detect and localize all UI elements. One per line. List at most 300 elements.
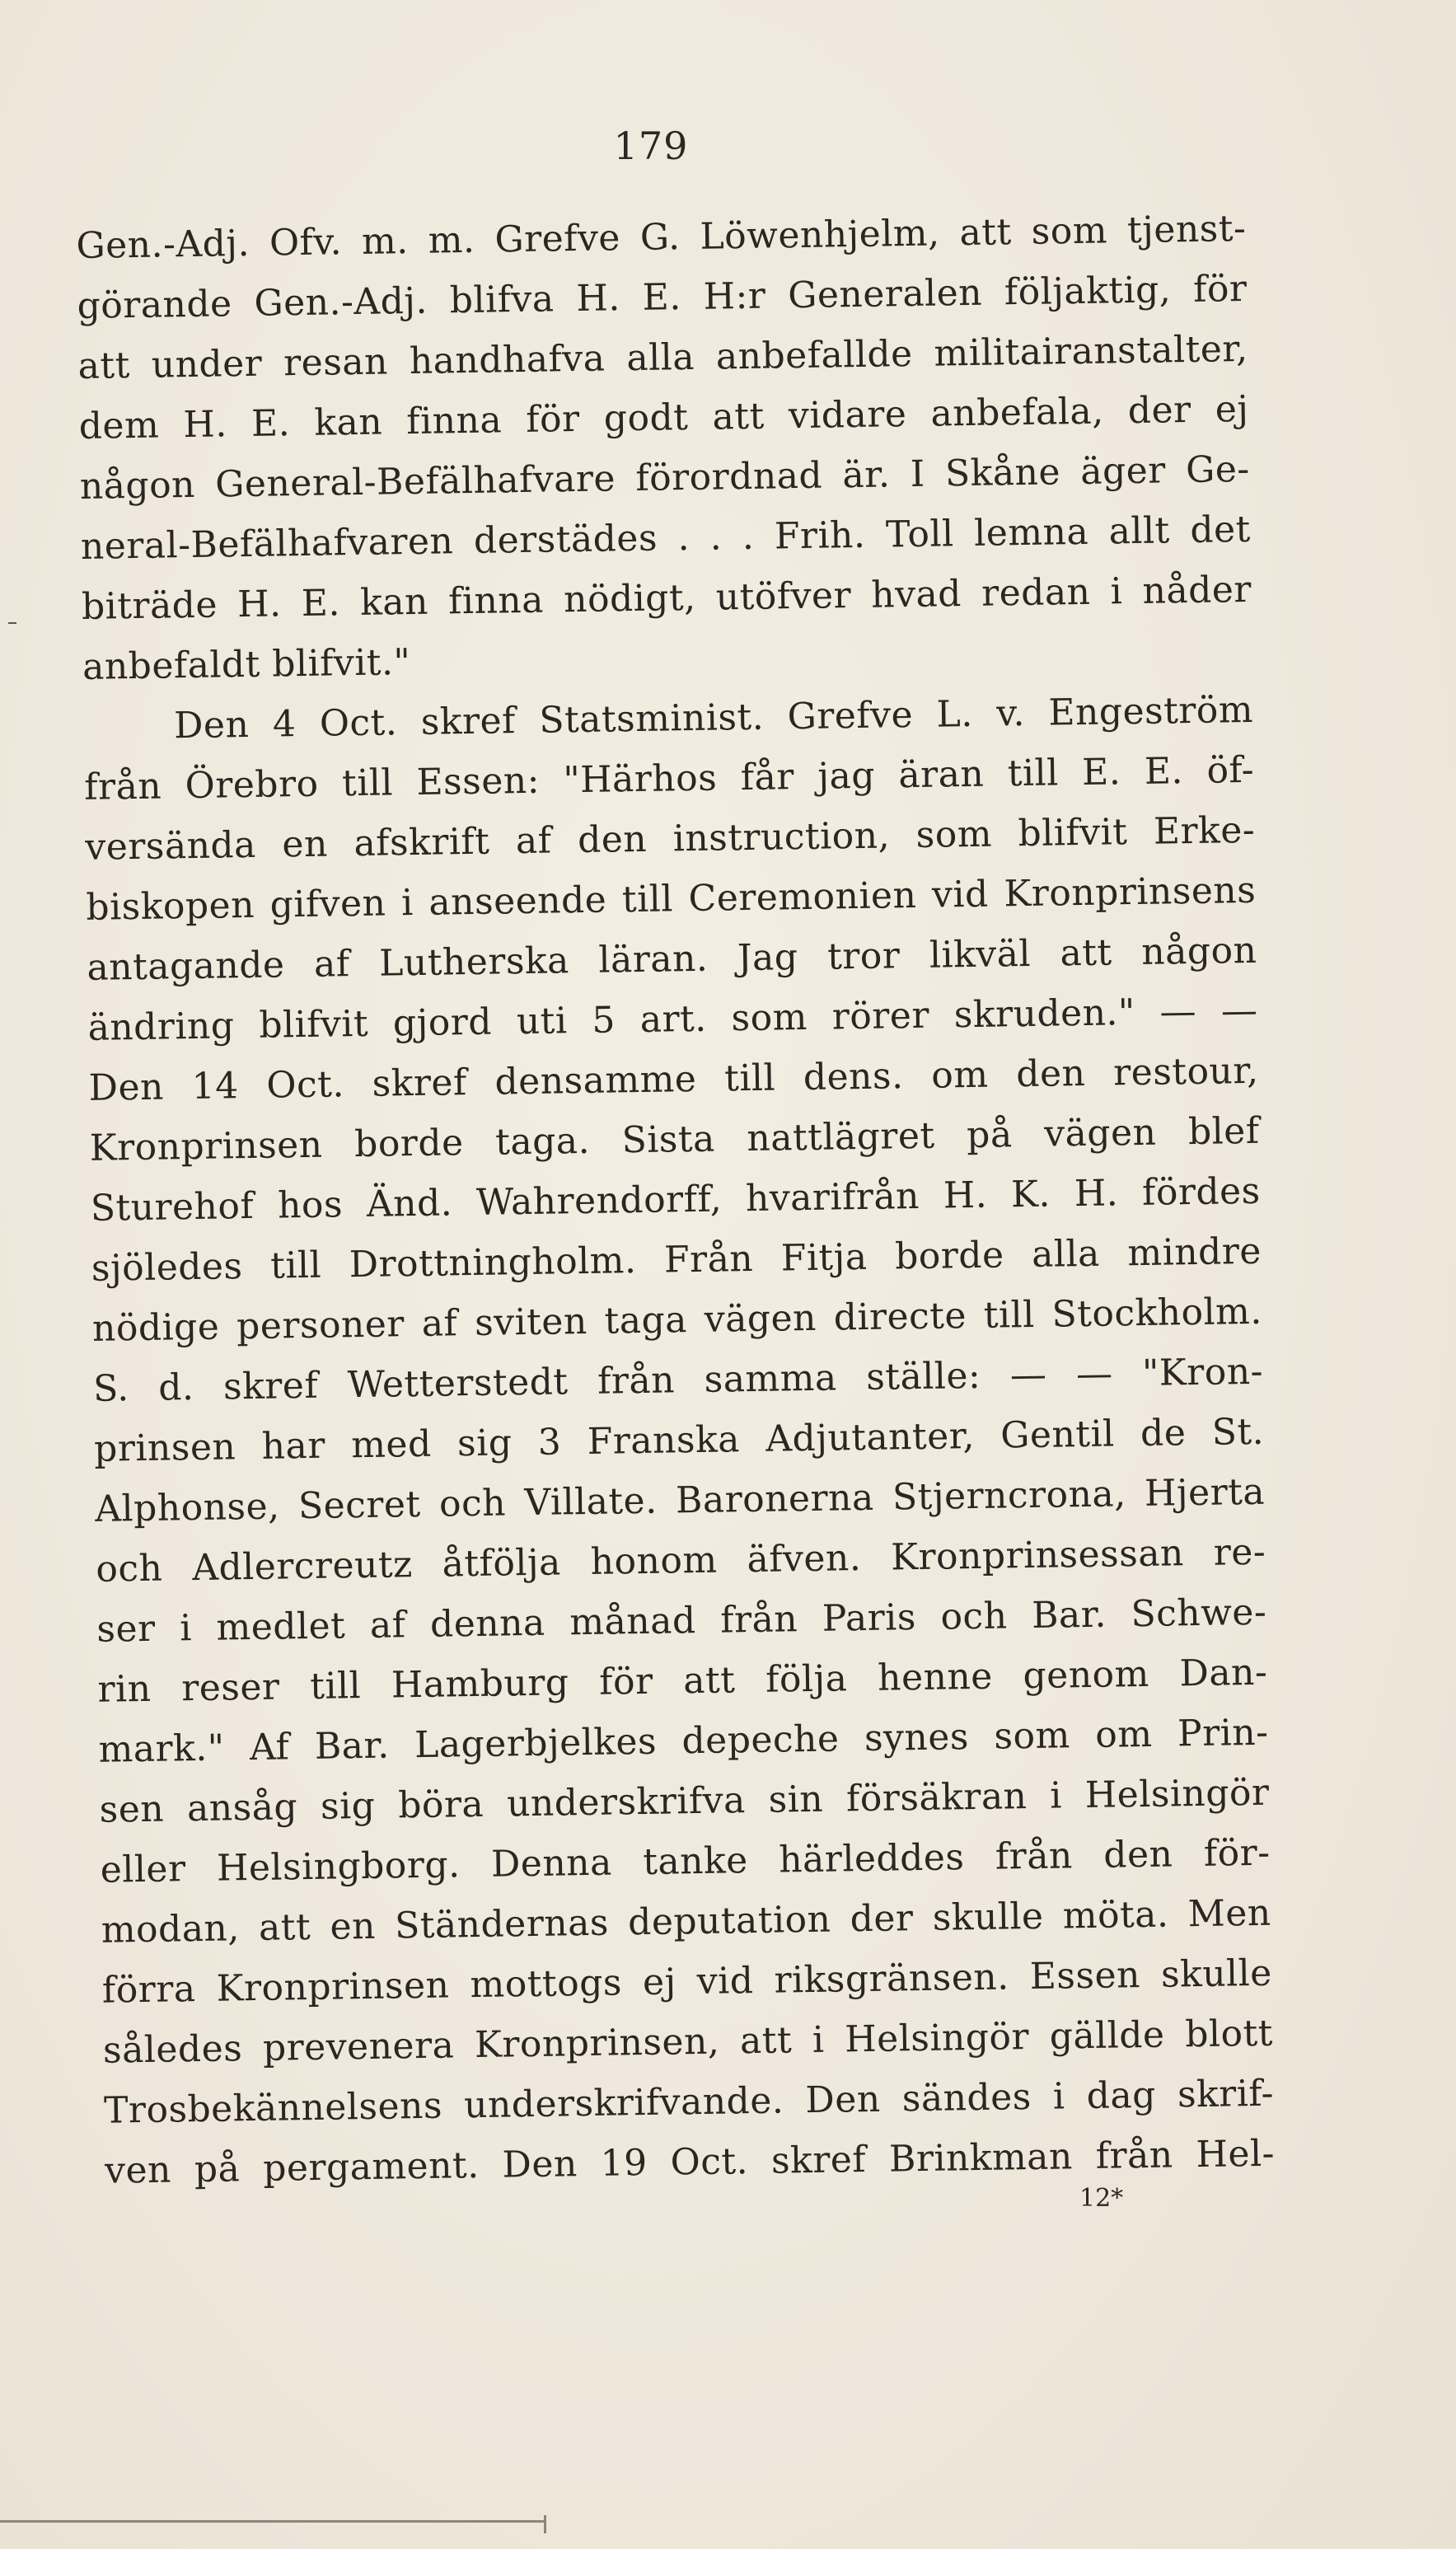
- word: och: [940, 1595, 1008, 1638]
- word: någon: [1140, 929, 1257, 973]
- word: vägen: [704, 1296, 817, 1341]
- word: att: [77, 344, 131, 387]
- word: Dan-: [1179, 1651, 1268, 1695]
- word: rin: [97, 1667, 152, 1711]
- word: handhafva: [409, 337, 606, 383]
- word: vägen: [1043, 1111, 1157, 1155]
- word: nödige: [91, 1305, 220, 1350]
- word: till: [723, 1057, 776, 1100]
- word: görande: [77, 283, 232, 327]
- word: anseende: [428, 879, 607, 924]
- word: m.: [428, 218, 475, 262]
- word: alla: [625, 335, 695, 380]
- word: blifvit: [258, 1002, 369, 1047]
- word: om: [930, 1053, 989, 1097]
- word: läran.: [598, 937, 709, 982]
- word: för: [598, 1660, 653, 1703]
- word: tanke: [642, 1839, 749, 1884]
- word: de: [1140, 1412, 1187, 1455]
- word: Jag: [737, 936, 798, 980]
- word: underskrifvande.: [463, 2079, 784, 2127]
- word: E.: [250, 402, 291, 445]
- word: Af: [249, 1726, 290, 1769]
- word: hos: [277, 1183, 344, 1227]
- word: ser: [96, 1607, 156, 1651]
- word: 5: [591, 999, 616, 1042]
- word: på: [966, 1113, 1013, 1157]
- word: Trosbekännelsens: [103, 2084, 443, 2132]
- word: Oct.: [319, 701, 398, 745]
- word: Sturehof: [90, 1184, 255, 1230]
- word: om: [1094, 1713, 1153, 1756]
- word: Grefve: [787, 693, 914, 738]
- word: Kronprinsen: [89, 1123, 323, 1169]
- word: gifven: [269, 882, 386, 926]
- word: den: [1015, 1052, 1086, 1096]
- word: på: [194, 2148, 241, 2191]
- word: att: [739, 2019, 793, 2063]
- word: mottogs: [470, 1961, 623, 2007]
- word: E.: [301, 582, 341, 625]
- word: kan: [359, 580, 429, 624]
- word: d.: [157, 1366, 194, 1409]
- word: Hel-: [1196, 2132, 1276, 2176]
- word: hvad: [870, 573, 962, 616]
- word: till: [341, 761, 394, 805]
- word: skrif-: [1177, 2072, 1275, 2116]
- word: utöfver: [715, 574, 852, 619]
- word: E.: [1081, 751, 1121, 794]
- word: den: [1103, 1833, 1173, 1877]
- word: får: [740, 756, 795, 799]
- word: Generalen: [787, 271, 983, 317]
- word: ställe:: [865, 1354, 981, 1399]
- word: sviten: [474, 1300, 588, 1344]
- word: äger: [1079, 449, 1167, 493]
- word: således: [102, 2027, 243, 2072]
- word: Hjerta: [1144, 1470, 1266, 1515]
- word: Denna: [490, 1841, 613, 1886]
- word: reser: [180, 1666, 280, 1710]
- word: deputation: [627, 1898, 831, 1944]
- word: genom: [1023, 1652, 1150, 1698]
- word: 3: [537, 1421, 562, 1464]
- word: af: [369, 1604, 406, 1647]
- word: i: [1049, 1774, 1063, 1817]
- word: Erke-: [1153, 808, 1256, 853]
- bottom-edge-rule: [0, 2520, 544, 2523]
- word: L.: [936, 692, 974, 736]
- word: 14: [191, 1065, 240, 1108]
- word: directe: [833, 1295, 967, 1339]
- word: taga: [604, 1299, 688, 1342]
- word: "Kron-: [1141, 1350, 1264, 1394]
- word: att: [682, 1659, 736, 1703]
- word: biträde: [81, 583, 218, 628]
- word: hvarifrån: [745, 1174, 920, 1221]
- word: skref: [372, 1061, 468, 1105]
- word: ven: [104, 2148, 172, 2192]
- word: denna: [429, 1601, 546, 1646]
- word: militairanstalter,: [934, 327, 1248, 375]
- word: från: [597, 1359, 676, 1403]
- word: H.: [576, 277, 621, 320]
- word: Grefve: [494, 217, 621, 261]
- word: följaktig,: [1004, 269, 1172, 314]
- word: Essen:: [416, 759, 541, 804]
- word: är.: [842, 453, 891, 497]
- word: Lutherska: [378, 939, 570, 985]
- word: underskrifva: [506, 1779, 747, 1825]
- word: i: [812, 2018, 825, 2061]
- word: möta.: [1062, 1893, 1169, 1938]
- word: en: [282, 822, 329, 866]
- word: borde: [353, 1122, 464, 1166]
- word: för-: [1203, 1831, 1271, 1875]
- word: Toll: [885, 513, 954, 556]
- word: af: [515, 819, 552, 863]
- word: Franska: [587, 1418, 741, 1463]
- word: Stockholm.: [1051, 1290, 1263, 1336]
- word: försäkran: [845, 1775, 1028, 1820]
- word: förordnad: [634, 454, 823, 499]
- page-number: 179: [613, 124, 689, 168]
- word: från: [719, 1598, 798, 1642]
- word: skref: [420, 700, 517, 743]
- word: Secret: [297, 1483, 421, 1528]
- word: tjenst-: [1126, 207, 1247, 252]
- word: prevenera: [262, 2024, 455, 2069]
- word: till: [983, 1293, 1036, 1337]
- word: Löwenhjelm,: [700, 212, 940, 258]
- word: öf-: [1206, 748, 1255, 792]
- word: härleddes: [778, 1836, 965, 1881]
- word: Kronprinsens: [1004, 869, 1257, 916]
- word: modan,: [101, 1907, 241, 1952]
- word: Den: [805, 2078, 881, 2122]
- word: Fitja: [780, 1235, 868, 1280]
- word: resan: [283, 340, 389, 385]
- word: vid: [931, 873, 990, 916]
- word: under: [151, 342, 263, 387]
- word: General-Befälhafvare: [214, 457, 616, 506]
- word: pergament.: [262, 2144, 480, 2190]
- word: som: [994, 1714, 1071, 1758]
- word: Wetterstedt: [347, 1361, 569, 1407]
- word: att: [959, 211, 1013, 255]
- word: med: [350, 1422, 433, 1467]
- word: prinsen: [93, 1426, 236, 1470]
- word: St.: [1211, 1410, 1265, 1454]
- word: densamme: [494, 1057, 697, 1103]
- word: det: [1190, 508, 1252, 551]
- word: Bar.: [314, 1724, 390, 1768]
- word: äran: [898, 752, 985, 797]
- word: likväl: [929, 932, 1032, 977]
- word: alla: [1031, 1232, 1101, 1276]
- word: finna: [405, 399, 503, 443]
- word: art.: [639, 997, 708, 1041]
- word: att: [1060, 931, 1113, 975]
- word: Lagerbjelkes: [414, 1720, 658, 1767]
- word: —: [1220, 989, 1258, 1033]
- word: redan: [981, 570, 1091, 615]
- word: instruction,: [672, 814, 891, 860]
- word: skref: [222, 1364, 319, 1408]
- word: till: [621, 878, 674, 921]
- word: Adjutanter,: [765, 1414, 976, 1460]
- word: 19: [600, 2141, 648, 2185]
- word: Bar.: [1031, 1593, 1107, 1637]
- word: allt: [1108, 509, 1171, 553]
- word: mindre: [1127, 1230, 1262, 1275]
- word: Baronerna: [675, 1476, 874, 1522]
- word: nattlägret: [747, 1114, 935, 1160]
- word: re-: [1213, 1530, 1266, 1574]
- word: v.: [995, 691, 1026, 735]
- word: förra: [101, 1968, 196, 2012]
- word: Engeström: [1048, 688, 1254, 734]
- word: sen: [99, 1788, 165, 1831]
- word: Den: [88, 1066, 165, 1109]
- word: neral-Befälhafvaren: [80, 520, 454, 568]
- word: att: [712, 395, 765, 438]
- word: —: [1009, 1353, 1047, 1397]
- word: derstädes: [473, 517, 658, 562]
- word: der: [850, 1897, 914, 1941]
- word: "Härhos: [563, 757, 718, 802]
- word: der: [1127, 388, 1191, 433]
- word: I: [910, 452, 926, 496]
- word: från: [83, 765, 162, 808]
- word: henne: [877, 1655, 994, 1699]
- word: för: [525, 397, 580, 441]
- word: taga.: [494, 1119, 591, 1164]
- word: afskrift: [353, 820, 490, 865]
- margin-mark: [8, 622, 16, 624]
- word: finna: [447, 579, 545, 623]
- word: nåder: [1142, 568, 1252, 612]
- word: medlet: [216, 1605, 346, 1649]
- word: från: [1095, 2134, 1174, 2177]
- word: Adlercreutz: [191, 1544, 414, 1590]
- word: Oct.: [266, 1063, 345, 1107]
- word: skref: [770, 2139, 867, 2182]
- word: H:r: [703, 274, 766, 318]
- word: H.: [943, 1174, 988, 1217]
- word: gjord: [392, 1000, 493, 1045]
- word: äfven.: [747, 1537, 862, 1581]
- word: vid: [696, 1960, 754, 2003]
- word: sig: [320, 1784, 376, 1828]
- word: Den: [173, 703, 250, 747]
- word: mark.": [98, 1727, 225, 1771]
- word: lemna: [973, 510, 1089, 555]
- word: skulle: [932, 1895, 1044, 1939]
- word: har: [261, 1424, 326, 1468]
- word: Helsingborg.: [216, 1844, 461, 1890]
- word: Brinkman: [888, 2135, 1074, 2181]
- word: m.: [361, 220, 410, 263]
- bottom-edge-rule-end: [544, 2515, 546, 2533]
- word: och: [95, 1547, 163, 1591]
- word: blifvit.": [271, 641, 411, 686]
- word: blifva: [449, 278, 555, 322]
- word: Kronprinsen: [216, 1964, 450, 2010]
- word: Gen.-Adj.: [76, 222, 250, 267]
- word: Gen.-Adj.: [254, 279, 428, 325]
- word: skulle: [1160, 1952, 1273, 1996]
- word: Gentil: [1000, 1413, 1116, 1457]
- word: följa: [765, 1657, 848, 1701]
- word: Ceremonien: [688, 874, 917, 921]
- word: sig: [456, 1422, 513, 1465]
- word: Prin-: [1177, 1711, 1269, 1755]
- word: Essen: [1029, 1954, 1141, 1998]
- word: biskopen: [86, 883, 255, 929]
- word: —: [1075, 1352, 1113, 1396]
- word: sin: [768, 1778, 824, 1821]
- word: månad: [569, 1600, 696, 1644]
- word: Ofv.: [269, 221, 343, 265]
- word: Skåne: [944, 451, 1061, 495]
- word: af: [421, 1302, 458, 1345]
- word: ej: [1215, 387, 1249, 431]
- word: blef: [1187, 1109, 1260, 1154]
- word: H.: [183, 403, 228, 447]
- word: Statsminist.: [538, 696, 765, 742]
- word: Ständernas: [394, 1901, 610, 1947]
- word: Alphonse,: [94, 1485, 280, 1530]
- word: samma: [704, 1356, 838, 1401]
- word: dem: [78, 404, 160, 447]
- word: till: [309, 1665, 362, 1708]
- word: .: [677, 516, 691, 560]
- word: H.: [1074, 1172, 1119, 1216]
- word: vidare: [788, 393, 907, 438]
- word: i: [1052, 2075, 1065, 2118]
- word: Örebro: [185, 762, 319, 808]
- word: Änd.: [366, 1182, 453, 1225]
- word: i: [400, 882, 414, 925]
- word: åtfölja: [442, 1541, 562, 1586]
- word: honom: [590, 1539, 718, 1583]
- word: sjöledes: [91, 1245, 243, 1290]
- word: Den: [502, 2143, 578, 2186]
- word: K.: [1010, 1173, 1051, 1216]
- word: Sista: [621, 1118, 716, 1162]
- word: Oct.: [670, 2140, 749, 2184]
- word: riksgränsen.: [774, 1956, 1009, 2002]
- word: från: [995, 1834, 1074, 1878]
- word: personer: [236, 1303, 405, 1348]
- word: den: [577, 818, 648, 862]
- word: Frih.: [774, 513, 866, 558]
- word: anbefala,: [930, 390, 1104, 435]
- word: Drottningholm.: [349, 1239, 637, 1286]
- word: Schwe-: [1131, 1591, 1267, 1636]
- word: godt: [603, 396, 689, 440]
- word: —: [1159, 990, 1197, 1033]
- word: nödigt,: [563, 576, 696, 621]
- word: för: [1192, 267, 1248, 311]
- word: H.: [236, 583, 282, 626]
- word: rörer: [831, 994, 930, 1038]
- word: af: [313, 943, 350, 986]
- word: uti: [516, 1000, 568, 1043]
- word: 4: [272, 703, 297, 746]
- word: Stjerncrona,: [892, 1473, 1127, 1519]
- word: G.: [639, 216, 681, 259]
- word: blifvit: [1018, 811, 1128, 855]
- word: en: [330, 1905, 377, 1948]
- word: E.: [1144, 750, 1184, 793]
- word: depeche: [681, 1717, 840, 1763]
- word: ändring: [87, 1005, 235, 1049]
- word: Ge-: [1185, 447, 1251, 492]
- word: anbefaldt: [82, 643, 273, 688]
- word: ansåg: [186, 1786, 298, 1830]
- word: Hamburg: [391, 1661, 569, 1707]
- signature-mark: 12*: [1079, 2184, 1124, 2213]
- word: S.: [92, 1367, 130, 1410]
- word: Helsingör: [844, 2016, 1030, 2061]
- word: eller: [100, 1848, 186, 1891]
- word: någon: [79, 463, 196, 508]
- word: anbefallde: [715, 332, 913, 378]
- word: jag: [817, 754, 876, 798]
- word: att: [258, 1906, 311, 1949]
- word: Kronprinsessan: [890, 1532, 1185, 1579]
- word: sändes: [901, 2076, 1032, 2120]
- word: Men: [1187, 1891, 1271, 1936]
- word: restour,: [1112, 1049, 1259, 1094]
- body-text: [76, 199, 1276, 2201]
- word: skruden.": [953, 991, 1136, 1037]
- word: i: [1110, 570, 1123, 613]
- word: Villate.: [524, 1479, 658, 1525]
- word: fördes: [1141, 1169, 1262, 1214]
- word: som: [731, 996, 808, 1040]
- word: Wahrendorff,: [475, 1178, 723, 1224]
- word: Helsingör: [1084, 1771, 1270, 1817]
- word: E.: [642, 276, 682, 319]
- word: böra: [397, 1783, 485, 1827]
- word: som: [915, 813, 993, 856]
- word: och: [438, 1482, 507, 1525]
- word: antagande: [87, 944, 285, 989]
- word: till: [269, 1244, 322, 1287]
- word: versända: [84, 823, 257, 869]
- word: .: [742, 515, 755, 559]
- word: kan: [313, 401, 383, 444]
- word: till: [1007, 752, 1060, 795]
- word: synes: [864, 1716, 970, 1760]
- word: dens.: [803, 1055, 904, 1099]
- word: .: [709, 516, 723, 559]
- word: i: [179, 1607, 193, 1650]
- word: som: [1031, 209, 1108, 253]
- word: Kronprinsen,: [474, 2020, 720, 2067]
- word: blott: [1184, 2012, 1274, 2056]
- word: Paris: [822, 1596, 917, 1640]
- word: tror: [826, 935, 901, 978]
- word: dag: [1086, 2073, 1157, 2118]
- word: ej: [642, 1961, 677, 2004]
- word: borde: [894, 1234, 1004, 1278]
- word: gällde: [1049, 2013, 1165, 2058]
- word: Från: [663, 1237, 754, 1282]
